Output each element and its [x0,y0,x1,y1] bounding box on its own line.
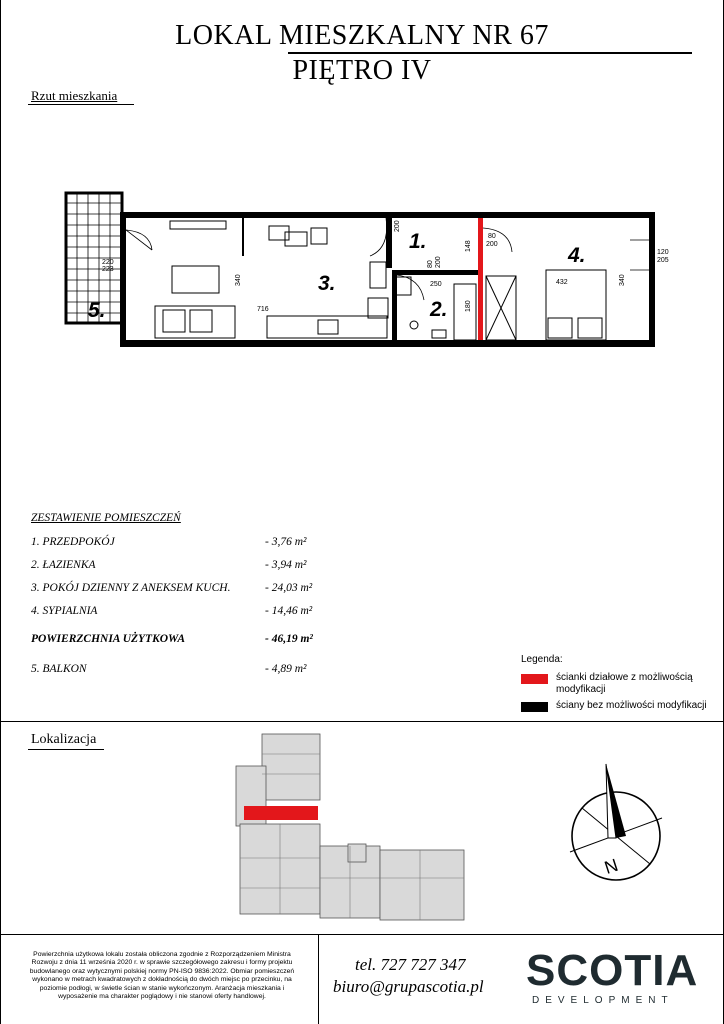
room-number-2: 2. [430,298,448,321]
dim-716: 716 [257,306,269,313]
dim-80-a: 80 [427,260,434,268]
total-label: POWIERZCHNIA UŻYTKOWA [31,633,186,645]
dim-340-left: 340 [235,274,242,286]
footer-note-line: Powierzchnia użytkowa lokalu została obliczona zgodnie z Rozporządzeniem Ministra [33,951,291,958]
balcony-area: - 4,89 m² [265,663,307,675]
total-row [31,633,351,651]
room-area: - 24,03 m² [265,582,313,594]
dim-200-a: 200 [394,220,401,232]
dim-200-c: 200 [486,241,498,248]
apartment-highlight [244,806,318,820]
dim-80-b: 80 [488,233,496,240]
room-list [0,0,400,700]
dim-340-right: 340 [619,274,626,286]
dim-250: 250 [430,281,442,288]
balcony-row [31,663,351,681]
room-number-1: 1. [409,230,427,253]
footer-note-line: wyposażenie ma charakter poglądowy i nie stanowi oferty handlowej. [58,993,266,1001]
room-name: 1. PRZEDPOKÓJ [31,536,115,548]
dim-148: 148 [465,240,472,252]
balcony-label: 5. BALKON [31,663,87,675]
dim-223: 223 [102,266,114,273]
footer-note-line: Rozwoju z dnia 11 września 2020 r. w sprawie szczegółowego zakresu i formy projektu [31,959,293,967]
dim-205: 205 [657,257,669,264]
dim-220: 220 [102,259,114,266]
footer-note-line: budowlanego oraz wytycznymi polskiej normy PN-ISO 9836:2022. Obmiar pomieszczeń [29,967,295,975]
dim-90: 90 [386,224,393,232]
total-area: - 46,19 m² [265,633,313,645]
location-label: Lokalizacja [31,732,97,747]
compass [564,760,676,884]
legend-title: Legenda: [521,654,563,665]
legend-red-swatch [521,674,548,684]
room-number-4: 4. [568,244,586,267]
footer-split [318,934,319,1024]
room-row [31,559,351,577]
summary-heading: ZESTAWIENIE POMIESZCZEŃ [31,512,181,524]
dim-432: 432 [556,279,568,286]
room-number-3: 3. [318,272,336,295]
footer-note [14,951,310,1001]
plan-label-text: Rzut mieszkania [31,88,118,103]
floor-title: PIĘTRO IV [292,55,432,86]
location-map [230,728,480,928]
room-number-5: 5. [88,299,106,322]
room-row [31,582,351,600]
contact-email[interactable]: biuro@grupascotia.pl [333,977,484,996]
footer-note-line: poziomie podłogi, w świetle ścian w stanie wykończonym. Aranżacja mieszkania i [39,984,285,992]
room-area: - 3,94 m² [265,559,307,571]
room-area: - 14,46 m² [265,605,313,617]
dim-180: 180 [465,300,472,312]
company-logo-subtitle: DEVELOPMENT [532,995,674,1006]
legend-red-line2: modyfikacji [556,684,606,695]
room-row [31,536,351,554]
room-name: 4. SYPIALNIA [31,605,98,617]
footer-divider [0,934,724,935]
room-area: - 3,76 m² [265,536,307,548]
legend-black-label: ściany bez możliwości modyfikacji [556,700,707,711]
legend-red-line1: ścianki działowe z możliwością [556,672,693,683]
room-row [31,605,351,623]
legend-black-swatch [521,702,548,712]
legend-red-label [556,672,693,696]
room-name: 3. POKÓJ DZIENNY Z ANEKSEM KUCH. [31,582,231,594]
company-logo: SCOTIA [526,946,699,995]
location-label-rule [28,749,104,750]
dim-200-b: 200 [435,256,442,268]
room-name: 2. ŁAZIENKA [31,559,96,571]
section-divider [0,721,724,722]
compass-north-letter: N [601,854,621,878]
footer-note-line: wykonano w metrach kwadratowych z dokładnością do dwóch miejsc po przecinku, na [32,976,292,984]
dim-120: 120 [657,249,669,256]
contact-phone[interactable]: tel. 727 727 347 [355,955,466,974]
page-title: LOKAL MIESZKALNY NR 67 [175,20,549,51]
